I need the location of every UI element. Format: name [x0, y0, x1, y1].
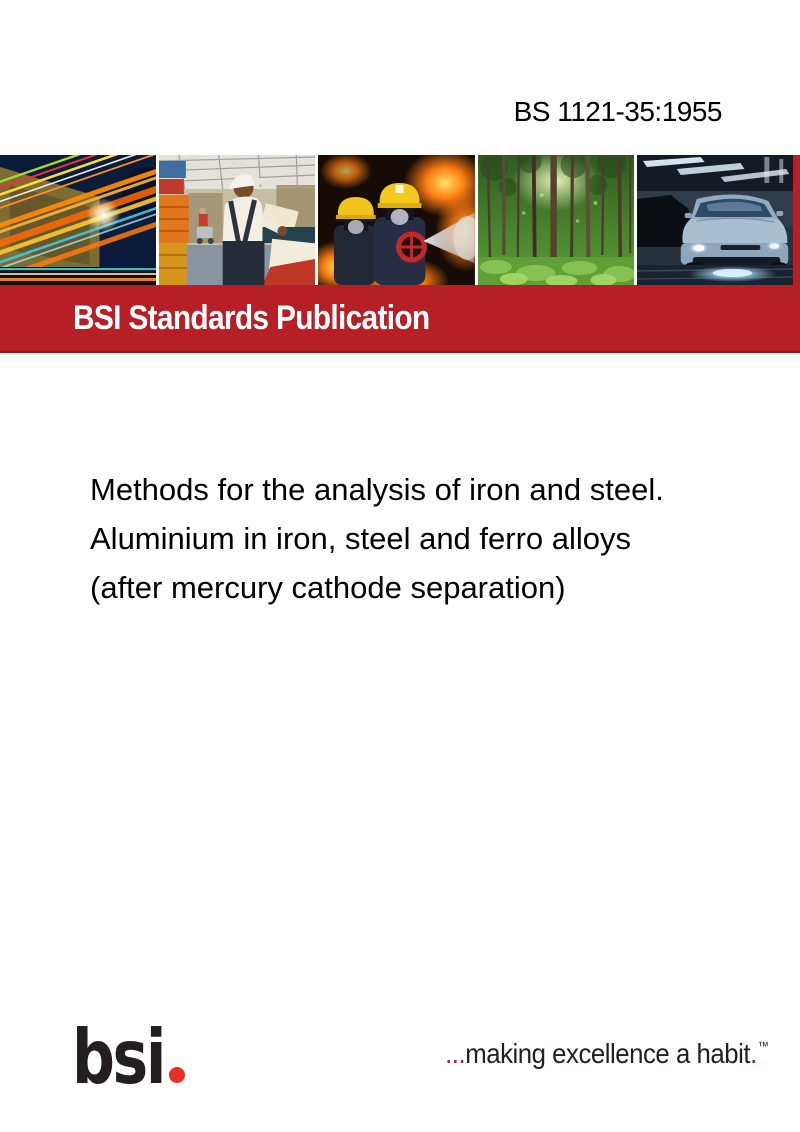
title-line-3: (after mercury cathode separation)	[90, 570, 566, 605]
photo-car-production-line	[637, 155, 793, 285]
standard-number: BS 1121-35:1955	[513, 96, 722, 127]
photo-strip	[0, 155, 800, 285]
publication-banner	[0, 285, 800, 353]
bsi-logo-text: bsi	[72, 1013, 165, 1101]
banner-title: BSI Standards Publication	[73, 299, 430, 337]
warehouse-worker-graphic	[159, 155, 315, 285]
city-light-trails-graphic	[0, 155, 156, 285]
photo-warehouse-worker	[159, 155, 315, 285]
photo-forest	[478, 155, 634, 285]
tagline-period: .	[749, 1038, 757, 1069]
trademark-symbol: ™	[757, 1039, 768, 1053]
tagline	[445, 1038, 768, 1075]
bsi-logo	[72, 1013, 185, 1101]
title-line-1: Methods for the analysis of iron and steel.	[90, 472, 664, 507]
document-title	[90, 465, 760, 612]
title-line-2: Aluminium in iron, steel and ferro alloys	[90, 521, 632, 556]
forest-graphic	[478, 155, 634, 285]
bsi-logo-dot	[169, 1067, 185, 1083]
tagline-dots: ...	[444, 1038, 465, 1069]
red-edge-bar	[793, 155, 800, 285]
car-production-line-graphic	[637, 155, 793, 285]
firefighters-graphic	[318, 155, 474, 285]
photo-city-light-trails	[0, 155, 156, 285]
tagline-text: making excellence a habit	[464, 1038, 750, 1069]
photo-firefighters	[318, 155, 474, 285]
